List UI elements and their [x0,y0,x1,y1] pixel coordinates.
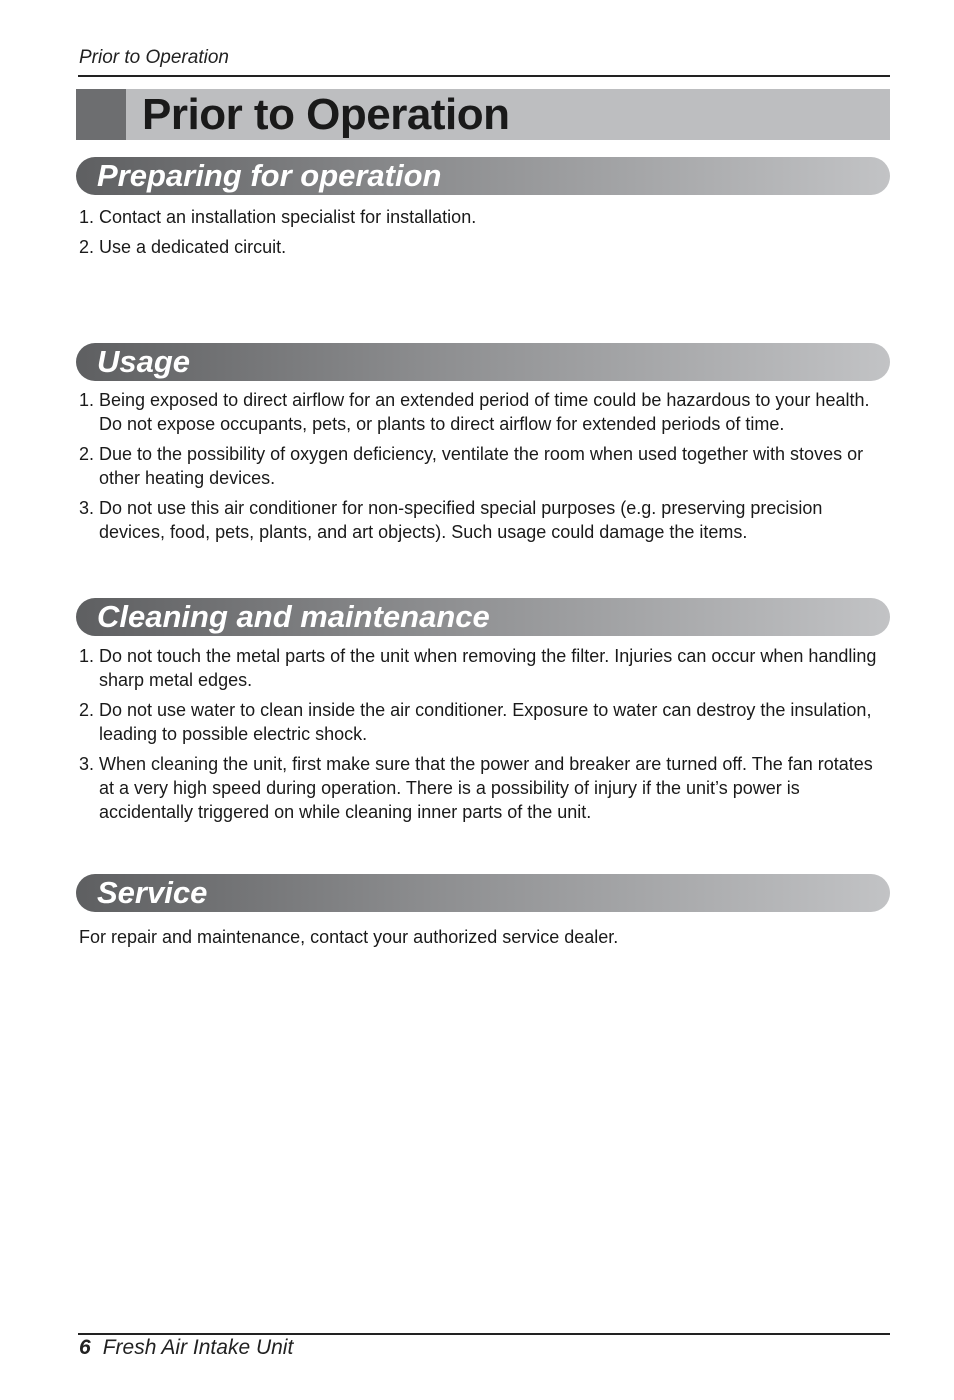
list-item: 2. Due to the possibility of oxygen deficiency, ventilate the room when used together with stoves or other heating devices. [79,444,864,488]
header-rule [78,75,890,77]
cleaning-list [79,644,890,830]
section-heading: Service [97,875,208,910]
list-item: 1. Do not touch the metal parts of the unit when removing the filter. Injuries can occur when handling sharp metal edges. [79,646,877,690]
section-heading: Usage [97,344,191,379]
list-item: 1. Being exposed to direct airflow for an extended period of time could be hazardous to your health. Do not expose occupants, pets, or plants to direct airflow for extended periods of time. [79,390,870,434]
footer-text: Fresh Air Intake Unit [102,1336,294,1359]
service-paragraph: For repair and maintenance, contact your authorized service dealer. [79,927,619,947]
section-header-usage [76,343,890,381]
list-item: 2. Use a dedicated circuit. [79,237,287,257]
section-header-service [76,874,890,912]
list-item: 3. When cleaning the unit, first make sure that the power and breaker are turned off. The fan rotates at a very high speed during operation. There is a possibility of injury if the unit’s power is accidentally triggered on while cleaning inner parts of the unit. [79,754,873,822]
footer-rule [78,1333,890,1335]
title-accent-block [76,89,126,140]
section-heading: Preparing for operation [97,158,442,193]
page-footer [79,1336,293,1360]
preparing-list [79,205,890,265]
list-item: 1. Contact an installation specialist for installation. [79,207,477,227]
page-title-bar [76,89,890,140]
list-item: 3. Do not use this air conditioner for non-specified special purposes (e.g. preserving precision devices, food, pets, plants, and art objects). Such usage could damage the items. [79,498,823,542]
list-item: 2. Do not use water to clean inside the air conditioner. Exposure to water can destroy the insulation, leading to possible electric shock. [79,700,872,744]
section-header-preparing [76,157,890,195]
page-title: Prior to Operation [142,90,510,139]
section-header-cleaning [76,598,890,636]
usage-list [79,388,890,550]
running-header: Prior to Operation [79,47,229,68]
section-heading: Cleaning and maintenance [97,599,490,634]
page-number: 6 [79,1336,91,1359]
